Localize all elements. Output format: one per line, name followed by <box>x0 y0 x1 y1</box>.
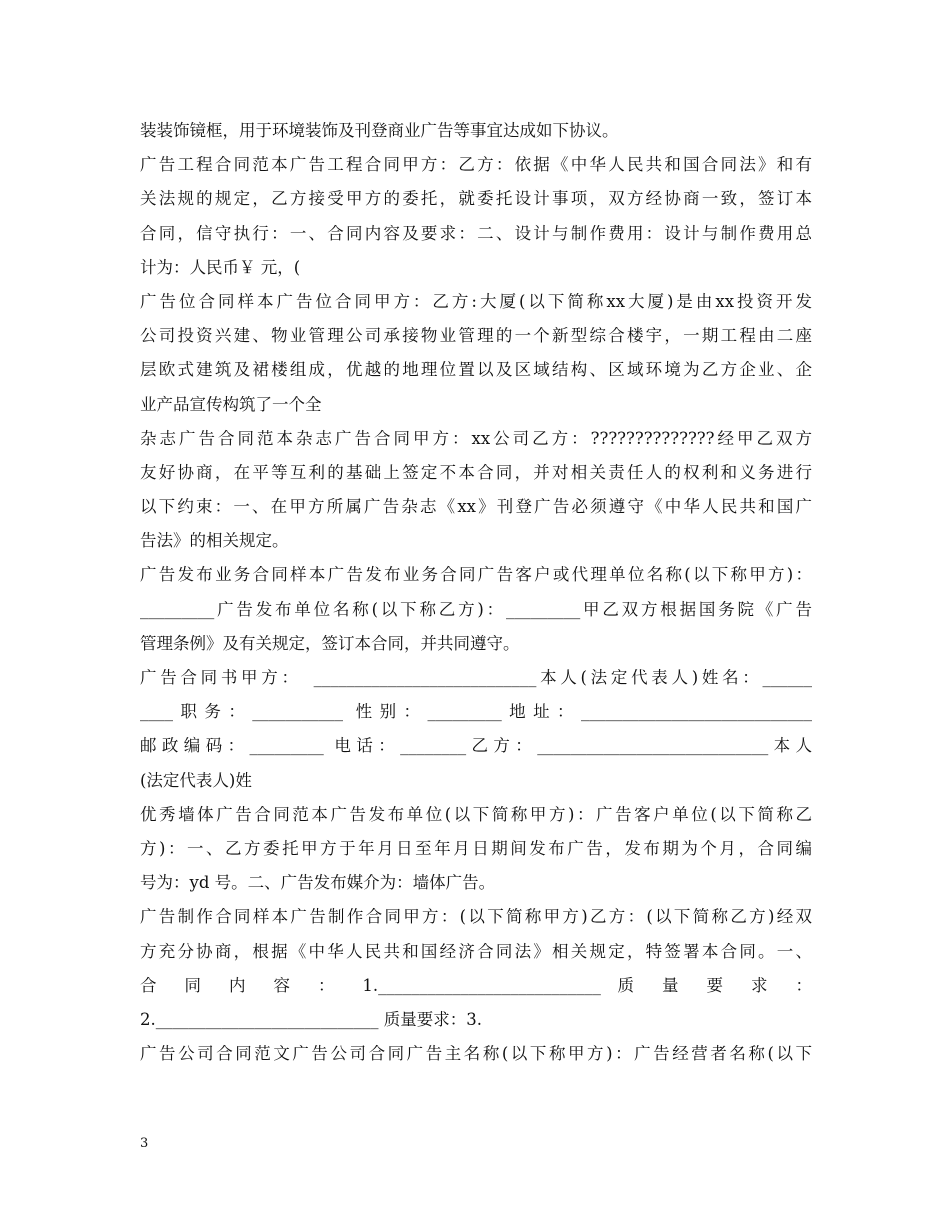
text-line: 关法规的规定，乙方接受甲方的委托，就委托设计事项，双方经协商一致，签订本 <box>140 189 812 209</box>
text-line: 业产品宣传构筑了一个全 <box>140 394 322 414</box>
page-number: 3 <box>140 1136 149 1151</box>
text-line: 广告制作合同样本广告制作合同甲方：(以下简称甲方)乙方：(以下简称乙方)经双 <box>140 907 812 927</box>
text-line: 公司投资兴建、物业管理公司承接物业管理的一个新型综合楼宇，一期工程由二座 <box>140 326 812 346</box>
text-line: 合 同 内 容 ： 1.___________________________ 质 量 要 求 ： <box>140 975 812 995</box>
text-line: 合同，信守执行：一、合同内容及要求：二、设计与制作费用：设计与制作费用总 <box>140 223 812 243</box>
text-line: 管理条例》及有关规定，签订本合同，并共同遵守。 <box>140 633 520 653</box>
text-line: (法定代表人)姓 <box>140 770 252 790</box>
text-line: _________广告发布单位名称(以下称乙方)：_________甲乙双方根据国务院《广告 <box>140 599 812 619</box>
text-line: 广告工程合同范本广告工程合同甲方：乙方：依据《中华人民共和国合同法》和有 <box>140 155 812 175</box>
text-line: 装装饰镜框，用于环境装饰及刊登商业广告等事宜达成如下协议。 <box>140 121 619 140</box>
text-line: 广告发布业务合同样本广告发布业务合同广告客户或代理单位名称(以下称甲方)： <box>140 565 812 585</box>
text-line: 优秀墙体广告合同范本广告发布单位(以下简称甲方)：广告客户单位(以下简称乙 <box>140 804 812 824</box>
text-line: 计为：人民币￥ 元，( <box>140 257 301 277</box>
text-line: 告法》的相关规定。 <box>140 531 289 551</box>
text-line: 2.___________________________ 质量要求：3. <box>140 1009 482 1029</box>
text-line: 友好协商，在平等互利的基础上签定不本合同，并对相关责任人的权利和义务进行 <box>140 462 812 482</box>
text-line: 广告公司合同范文广告公司合同广告主名称(以下称甲方)：广告经营者名称(以下 <box>140 1044 812 1064</box>
text-line: 广告位合同样本广告位合同甲方：乙方:大厦(以下简称xx大厦)是由xx投资开发 <box>140 291 812 311</box>
text-line: 广告合同书甲方： ___________________________本人(法定代表人)姓名：______ <box>140 668 812 687</box>
text-line: 层欧式建筑及裙楼组成，优越的地理位置以及区域结构、区域环境为乙方企业、企 <box>140 360 812 380</box>
text-line: 方)：一、乙方委托甲方于年月日至年月日期间发布广告，发布期为个月，合同编 <box>140 838 812 858</box>
document-body <box>140 114 812 1071</box>
text-line: 杂志广告合同范本杂志广告合同甲方：xx公司乙方：??????????????经甲乙双方 <box>140 428 812 448</box>
text-line: 以下约束：一、在甲方所属广告杂志《xx》刊登广告必须遵守《中华人民共和国广 <box>140 497 812 517</box>
text-line: 号为：yd 号。二、广告发布媒介为：墙体广告。 <box>140 873 496 893</box>
text-line: 方充分协商，根据《中华人民共和国经济合同法》相关规定，特签署本合同。一、 <box>140 941 812 961</box>
text-line: ____职务：___________ 性别：_________地址：____________________________ <box>140 702 812 722</box>
text-line: 邮政编码：_________ 电话：________乙方：____________________________本人 <box>140 736 812 756</box>
